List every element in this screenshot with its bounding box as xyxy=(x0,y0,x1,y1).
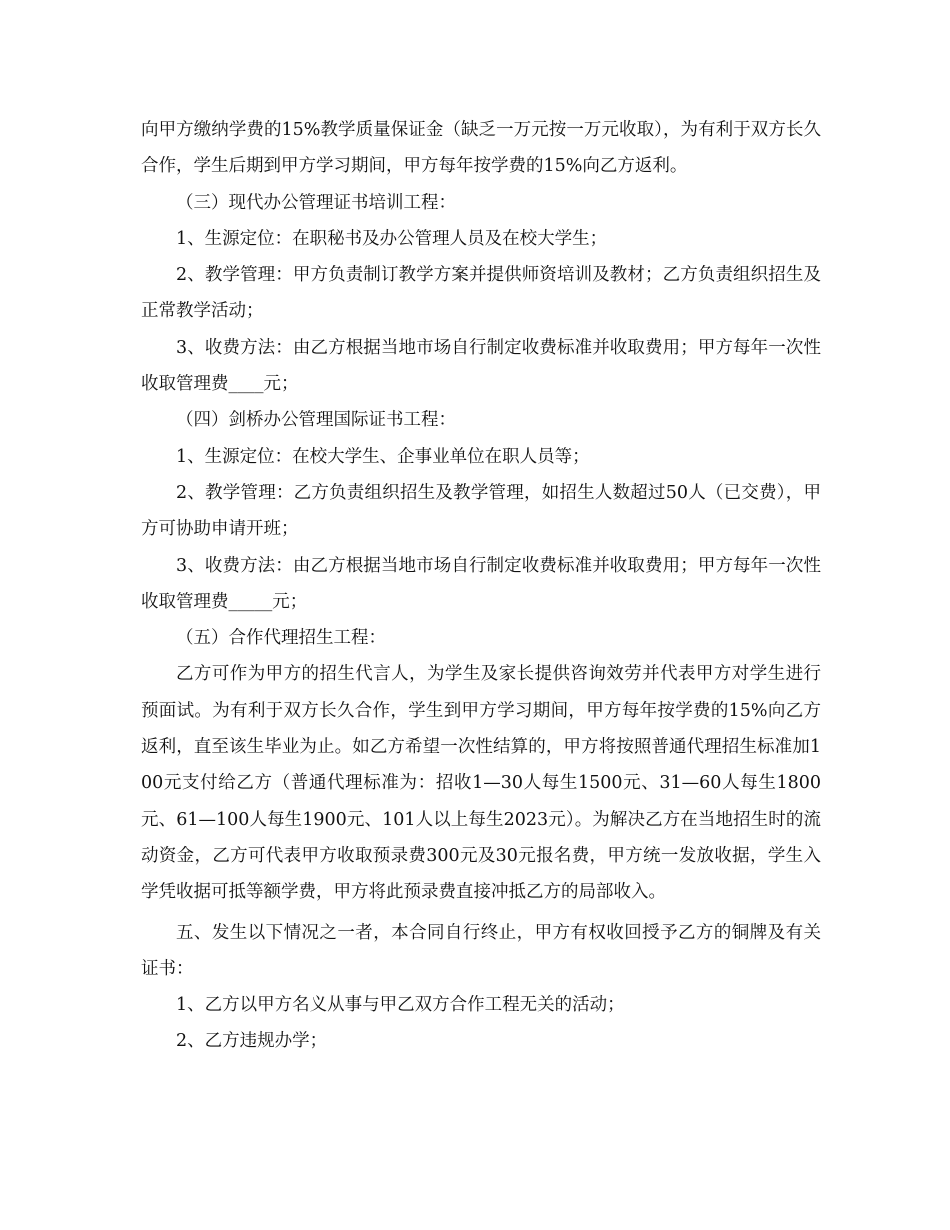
section-heading-3: （三）现代办公管理证书培训工程： xyxy=(176,192,456,213)
list-item: 2、教学管理：乙方负责组织招生及教学管理，如招生人数超过50人（已交费），甲方可协助申请开班； xyxy=(141,482,821,540)
list-item: 3、收费方法：由乙方根据当地市场自行制定收费标准并收取费用；甲方每年一次性收取管理费_____元； xyxy=(141,555,821,612)
section-heading-5: （五）合作代理招生工程： xyxy=(176,628,386,649)
clause-termination: 五、发生以下情况之一者，本合同自行终止，甲方有权收回授予乙方的铜牌及有关证书： xyxy=(141,922,821,979)
paragraph-agency: 乙方可作为甲方的招生代言人，为学生及家长提供咨询效劳并代表甲方对学生进行预面试。为有利于双方长久合作，学生到甲方学习期间，甲方每年按学费的15%向乙方返利，直至该生毕业为止。如乙方希望一次性结算的，甲方将按照普通代理招生标准加100元支付给乙方（普通代理标准为：招收1—30人每生1500元、31—60人每生1800元、61—100人每生1900元、101人以上每生2023元）。为解决乙方在当地招生时的流动资金，乙方可代表甲方收取预录费300元及30元报名费，甲方统一发放收据，学生入学凭收据可抵等额学费，甲方将此预录费直接冲抵乙方的局部收入。 xyxy=(141,664,821,903)
list-item: 1、生源定位：在职秘书及办公管理人员及在校大学生； xyxy=(176,228,608,249)
document-body xyxy=(141,112,821,1060)
list-item: 1、生源定位：在校大学生、企事业单位在职人员等； xyxy=(176,446,590,467)
list-item: 3、收费方法：由乙方根据当地市场自行制定收费标准并收取费用；甲方每年一次性收取管理费____元； xyxy=(141,337,821,395)
list-item: 2、教学管理：甲方负责制订教学方案并提供师资培训及教材；乙方负责组织招生及正常教学活动； xyxy=(141,265,821,322)
section-heading-4: （四）剑桥办公管理国际证书工程： xyxy=(176,410,456,431)
paragraph-continuation: 向甲方缴纳学费的15%教学质量保证金（缺乏一万元按一万元收取），为有利于双方长久合作，学生后期到甲方学习期间，甲方每年按学费的15%向乙方返利。 xyxy=(141,120,821,177)
list-item: 1、乙方以甲方名义从事与甲乙双方合作工程无关的活动； xyxy=(176,995,625,1016)
list-item: 2、乙方违规办学； xyxy=(176,1031,328,1052)
